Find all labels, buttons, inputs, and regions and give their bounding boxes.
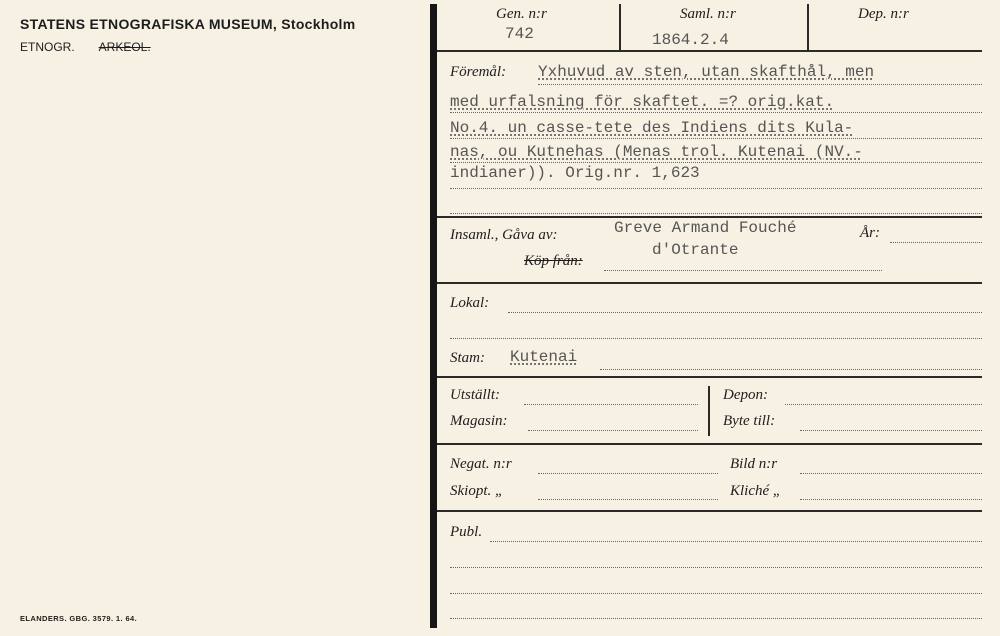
saml-value: 1864.2.4 — [652, 31, 729, 49]
gen-label: Gen. n:r — [496, 6, 547, 22]
rule-negat — [437, 510, 982, 512]
magasin-label: Magasin: — [450, 413, 508, 429]
foremal-line-2: med urfalsning för skaftet. =? orig.kat. — [450, 93, 835, 111]
printer-imprint: ELANDERS. GBG. 3579. 1. 64. — [20, 614, 138, 623]
depon-label: Depon: — [723, 387, 768, 403]
dotted-line — [800, 430, 982, 431]
divider-saml-dep — [807, 4, 809, 50]
dotted-line — [450, 138, 982, 139]
gen-value: 742 — [505, 25, 534, 43]
rule-foremal — [437, 216, 982, 218]
dotted-line — [450, 567, 982, 568]
bild-label: Bild n:r — [730, 456, 778, 472]
divider-utstallt-depon — [708, 386, 710, 436]
dotted-line — [538, 84, 982, 85]
dotted-line — [524, 404, 698, 405]
divider-gen-saml — [619, 4, 621, 50]
foremal-line-1: Yxhuvud av sten, utan skafthål, men — [538, 63, 875, 81]
dept-etnogr: ETNOGR. — [20, 40, 75, 54]
rule-stam — [437, 376, 982, 378]
dotted-line — [450, 618, 982, 619]
dotted-line — [538, 499, 718, 500]
saml-label: Saml. n:r — [680, 6, 736, 22]
ar-label: År: — [860, 225, 880, 241]
rule-top — [437, 50, 982, 52]
dept-arkeol: ARKEOL. — [98, 40, 151, 54]
museum-name: STATENS ETNOGRAFISKA MUSEUM, Stockholm — [20, 16, 356, 32]
kliche-label: Kliché „ — [730, 483, 782, 499]
dotted-line — [490, 541, 982, 542]
foremal-line-5: indianer)). Orig.nr. 1,623 — [450, 164, 700, 182]
dotted-line — [538, 473, 718, 474]
dotted-line — [800, 473, 982, 474]
publ-label: Publ. — [450, 524, 483, 540]
dotted-line — [450, 338, 982, 339]
stam-value: Kutenai — [510, 348, 578, 366]
dotted-line — [450, 112, 982, 113]
rule-insaml — [437, 282, 982, 284]
dotted-line — [450, 213, 982, 214]
card-left-rule — [430, 4, 437, 628]
foremal-line-4: nas, ou Kutnehas (Menas trol. Kutenai (NV.- — [450, 143, 863, 161]
department-line — [20, 40, 151, 54]
byte-label: Byte till: — [723, 413, 776, 429]
dotted-line — [528, 430, 698, 431]
dotted-line — [800, 499, 982, 500]
lokal-label: Lokal: — [450, 295, 490, 311]
skiopt-label: Skiopt. „ — [450, 483, 504, 499]
negat-label: Negat. n:r — [450, 456, 512, 472]
foremal-label: Föremål: — [450, 64, 507, 80]
dep-label: Dep. n:r — [858, 6, 909, 22]
dotted-line — [450, 162, 982, 163]
utstallt-label: Utställt: — [450, 387, 501, 403]
dotted-line — [604, 270, 882, 271]
dotted-line — [890, 242, 982, 243]
donor-line-2: d'Otrante — [652, 241, 739, 259]
dotted-line — [450, 188, 982, 189]
stam-label: Stam: — [450, 350, 485, 366]
rule-utstallt — [437, 443, 982, 445]
dotted-line — [450, 593, 982, 594]
insaml-label: Insaml., Gåva av: — [450, 227, 558, 243]
dotted-line — [785, 404, 982, 405]
dotted-line — [508, 312, 982, 313]
kop-label: Köp från: — [524, 253, 583, 269]
foremal-line-3: No.4. un casse-tete des Indiens dits Kula- — [450, 119, 854, 137]
donor-line-1: Greve Armand Fouché — [614, 219, 797, 237]
dotted-line — [600, 369, 982, 370]
